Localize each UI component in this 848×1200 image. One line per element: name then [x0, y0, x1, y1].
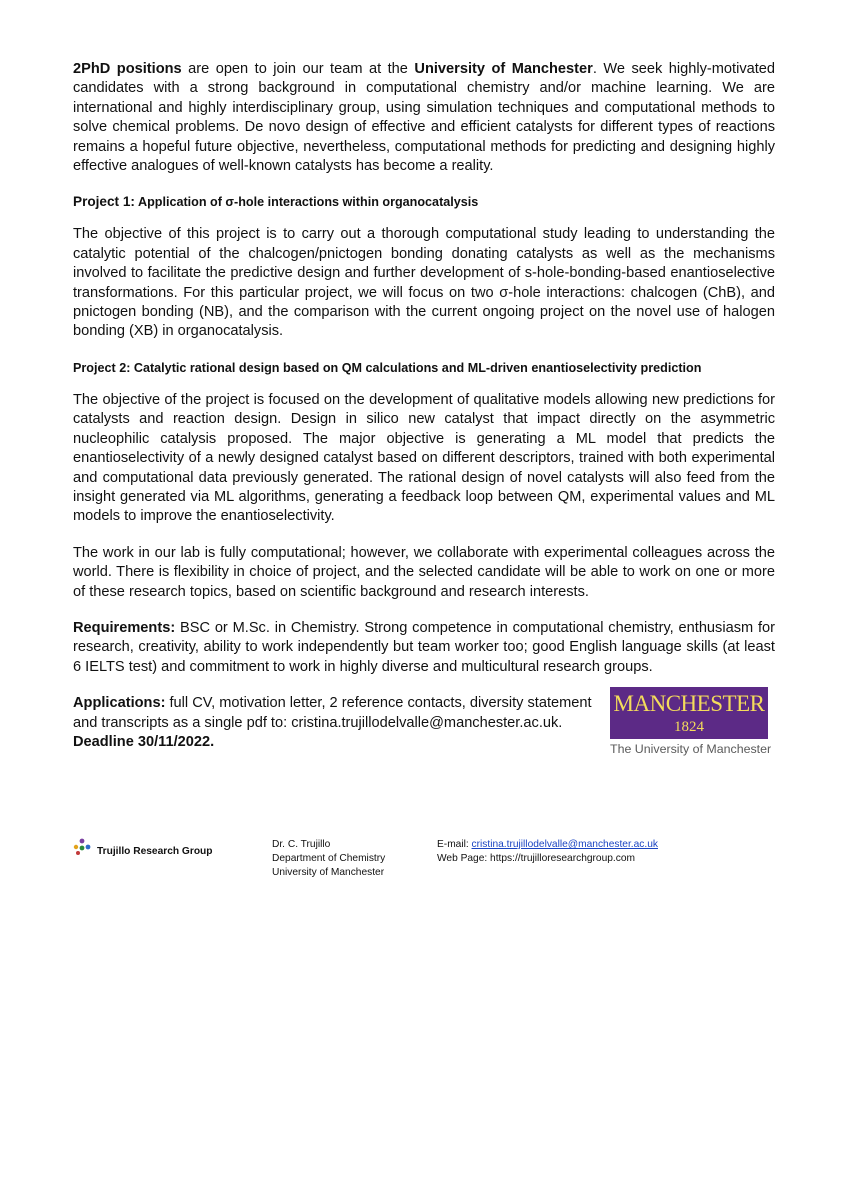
- dot-2: [74, 845, 78, 849]
- web-page: Web Page: https://trujilloresearchgroup.com: [437, 853, 635, 864]
- logo-wordmark: [610, 689, 768, 719]
- project2-heading: Project 2: Catalytic rational design based on QM calculations and ML-driven enantioselectivity prediction: [73, 360, 702, 375]
- logo-subtitle: The University of Manchester: [610, 742, 772, 757]
- university: University of Manchester: [272, 867, 385, 878]
- intro-lead: 2PhD positions: [73, 61, 182, 77]
- applications-text: full CV, motivation letter, 2 reference contacts, diversity statement and transcripts as a single pdf to: cristina.trujillodelvalle@manchester.ac.uk.: [73, 695, 592, 731]
- lab-note-paragraph: The work in our lab is fully computational; however, we collaborate with experimental colleagues across the world. There is flexibility in choice of project, and the selected candidate will be able to work on one or more of these research topics, based on scientific background and research interests.: [73, 544, 775, 600]
- requirements-label: Requirements:: [73, 619, 176, 636]
- logo-word-a: MANCH: [613, 691, 697, 717]
- footer-address: [272, 838, 385, 880]
- intro-text-2: . We seek highly-motivated candidates with a strong background in computational chemistry and/or machine learning. We are international and highly interdisciplinary group, using simulation techniques and computational methods to solve chemical problems. De novo design of effective and efficient catalysts for different types of reactions remains a hopeful future objective, nevertheless, computational methods for predicting and designing highly effective analogues of well-known catalysts has become a reality.: [73, 61, 776, 175]
- logo-word-b: EST: [696, 691, 737, 717]
- contact-name: Dr. C. Trujillo: [272, 839, 331, 850]
- logo-word-c: ER: [736, 691, 765, 717]
- requirements-paragraph: [73, 619, 775, 677]
- university-logo: [610, 687, 768, 739]
- email-link[interactable]: cristina.trujillodelvalle@manchester.ac.uk: [471, 839, 658, 850]
- logo-year: 1824: [674, 719, 704, 736]
- project1-body: The objective of this project is to carry out a thorough computational study leading to understanding the catalytic potential of the chalcogen/pnictogen bonding donating catalysts as well as the mechanisms involved to facilitate the predictive design and further development of s-hole-bonding-based enantioselective transformations. For this particular project, we will focus on two σ-hole interactions: chalcogen (ChB), and pnictogen bonding (NB), and the comparison with the current ongoing project on the novel use of halogen bonding (XB) in organocatalysis.: [73, 226, 775, 340]
- footer-contact: [437, 838, 658, 866]
- dot-4: [86, 845, 91, 850]
- project1-label: Project 1:: [73, 194, 135, 210]
- deadline: Deadline 30/11/2022.: [73, 733, 215, 750]
- applications-section: [73, 691, 775, 774]
- requirements-text: BSC or M.Sc. in Chemistry. Strong competence in computational chemistry, enthusiasm for research, creativity, ability to work independently but team worker too; good English language skills (at least 6 IELTS test) and commitment to work in highly diverse and multicultural research groups.: [73, 619, 775, 675]
- email-label: E-mail:: [437, 839, 472, 850]
- intro-paragraph: [73, 60, 775, 176]
- department: Department of Chemistry: [272, 853, 386, 864]
- group-name: Trujillo Research Group: [97, 846, 213, 857]
- dot-5: [76, 851, 80, 855]
- dot-1: [80, 839, 85, 844]
- applications-paragraph: [73, 694, 603, 752]
- project2-body: The objective of the project is focused on the development of qualitative models allowing new predictions for catalysts and reaction design. Design in silico new catalyst that impact directly on the asymmetric nucleophilic catalysis proposed. The major objective is generating a ML model that predicts the enantioselectivity of a newly designed catalyst based on different descriptors, trained with both experimental and computational data previously generated. The rational design of novel catalysts will also feed from the insight generated via ML algorithms, generating a feedback loop between QM, experimental values and ML models to improve the enantioselectivity.: [73, 391, 775, 525]
- group-logo-icon: [73, 838, 91, 856]
- project1-heading: [73, 193, 775, 211]
- applications-label: Applications:: [73, 695, 166, 712]
- project1-title: Application of σ-hole interactions within organocatalysis: [134, 195, 479, 210]
- document-body: [73, 60, 775, 774]
- intro-text-1: are open to join our team at the: [181, 61, 415, 77]
- university-name: University of Manchester: [414, 61, 593, 77]
- footer: [73, 838, 775, 888]
- dot-3: [80, 846, 85, 851]
- email-line: [437, 838, 658, 852]
